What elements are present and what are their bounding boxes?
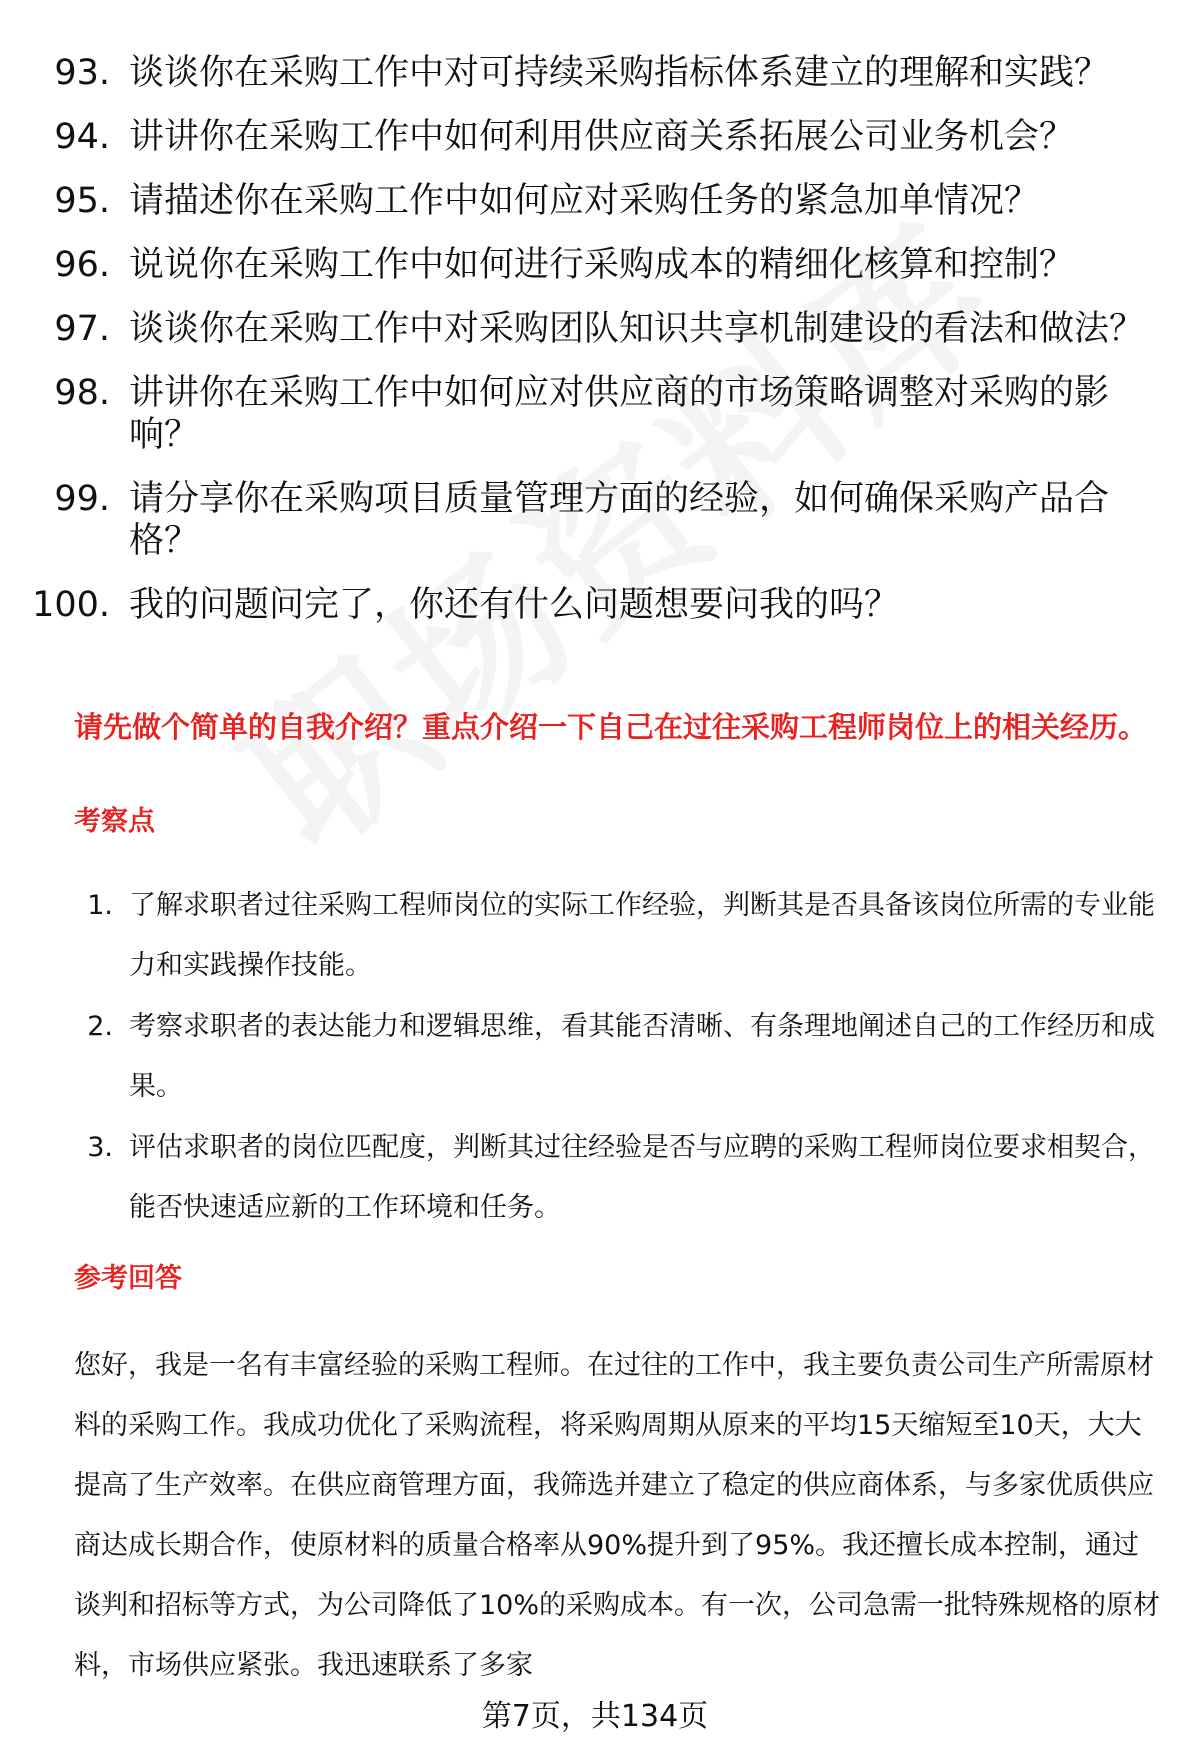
points-heading: 考察点	[74, 806, 155, 837]
list-item	[0, 1118, 1190, 1238]
list-item	[0, 244, 1190, 286]
question-text: 谈谈你在采购工作中对可持续采购指标体系建立的理解和实践？	[129, 53, 1110, 93]
question-text: 请描述你在采购工作中如何应对采购任务的紧急加单情况？	[129, 181, 1040, 221]
answer-paragraph: 您好，我是一名有丰富经验的采购工程师。在过往的工作中，我主要负责公司生产所需原材料的采购工作。我成功优化了采购流程，将采购周期从原来的平均15天缩短至10天，大大提高了生产效率。在供应商管理方面，我筛选并建立了稳定的供应商体系，与多家优质供应商达成长期合作，使原材料的质量合格率从90%提升到了95%。我还擅长成本控制，通过谈判和招标等方式，为公司降低了10%的采购成本。有一次，公司急需一批特殊规格的原材料，市场供应紧张。我迅速联系了多家	[74, 1350, 1161, 1681]
list-item	[0, 584, 1190, 626]
question-number: 93.	[54, 53, 110, 93]
question-text: 讲讲你在采购工作中如何应对供应商的市场策略调整对采购的影响？	[129, 373, 1110, 455]
list-item	[0, 876, 1190, 996]
question-text: 说说你在采购工作中如何进行采购成本的精细化核算和控制？	[129, 245, 1075, 285]
point-number: 2.	[87, 1011, 113, 1042]
section-title: 请先做个简单的自我介绍？重点介绍一下自己在过往采购工程师岗位上的相关经历。	[74, 710, 1148, 744]
answer-heading: 参考回答	[74, 1263, 182, 1294]
list-item	[0, 478, 1190, 562]
list-item	[0, 372, 1190, 456]
list-item	[0, 180, 1190, 222]
question-number: 98.	[54, 373, 110, 413]
question-text: 我的问题问完了，你还有什么问题想要问我的吗？	[129, 585, 900, 625]
point-number: 1.	[87, 890, 113, 921]
page-number: 第7页，共134页	[481, 1699, 709, 1734]
question-number: 99.	[54, 479, 110, 519]
point-text: 了解求职者过往采购工程师岗位的实际工作经验，判断其是否具备该岗位所需的专业能力和实践操作技能。	[129, 890, 1155, 981]
list-item	[0, 116, 1190, 158]
point-number: 3.	[87, 1132, 113, 1163]
list-item	[0, 997, 1190, 1117]
point-text: 评估求职者的岗位匹配度，判断其过往经验是否与应聘的采购工程师岗位要求相契合，能否快速适应新的工作环境和任务。	[129, 1132, 1155, 1223]
question-text: 谈谈你在采购工作中对采购团队知识共享机制建设的看法和做法？	[129, 309, 1145, 349]
question-number: 96.	[54, 245, 110, 285]
question-text: 讲讲你在采购工作中如何利用供应商关系拓展公司业务机会？	[129, 117, 1075, 157]
question-number: 100.	[32, 585, 110, 625]
list-item	[0, 52, 1190, 94]
list-item	[0, 308, 1190, 350]
question-number: 95.	[54, 181, 110, 221]
question-number: 94.	[54, 117, 110, 157]
points-list	[0, 876, 1190, 1239]
point-text: 考察求职者的表达能力和逻辑思维，看其能否清晰、有条理地阐述自己的工作经历和成果。	[129, 1011, 1155, 1102]
question-number: 97.	[54, 309, 110, 349]
question-list	[0, 52, 1190, 648]
question-text: 请分享你在采购项目质量管理方面的经验，如何确保采购产品合格？	[129, 479, 1110, 561]
